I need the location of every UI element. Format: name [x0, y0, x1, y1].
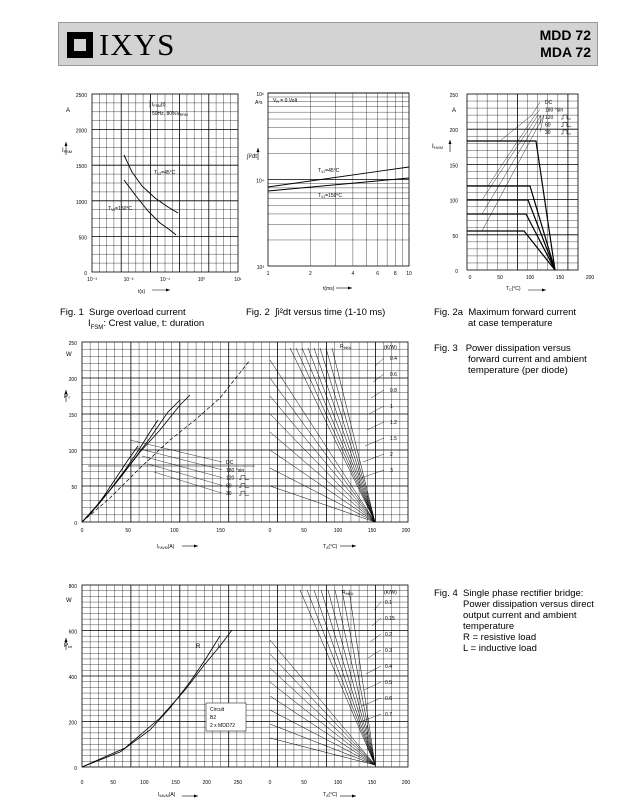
- fig1-ytick: 2000: [75, 128, 87, 135]
- fig1-legend-l2: 50Hz, $80\%V_{RRM}$: [152, 111, 188, 117]
- fig2a-ytick: 150: [449, 163, 458, 170]
- fig4-ytick: 600: [68, 629, 77, 636]
- fig4-xtick-right: 0: [268, 780, 272, 786]
- fig4-rth-line-a-0: [300, 590, 375, 765]
- arrow-head-icon: [65, 638, 68, 642]
- fig3-xtick-right: 150: [367, 528, 377, 534]
- fig2a-pulse-icon: [561, 123, 571, 127]
- fig2a-xtick: 100: [525, 275, 535, 281]
- fig1-curve-150: $T_{VJ}=150^\circ C$: [108, 206, 133, 212]
- fig3-ytick: 250: [68, 341, 77, 347]
- fig3-xtick-left: 0: [80, 528, 84, 534]
- fig2-caption-num: Fig. 2: [246, 307, 270, 318]
- fig3-legend-item: 30: [226, 491, 232, 498]
- fig2-ytick: 10⁴: [256, 178, 264, 185]
- fig1-xtick: 10¹: [234, 277, 242, 283]
- arrow-head-icon: [257, 148, 260, 152]
- fig4-rth-value: 0.1: [385, 600, 392, 606]
- fig4-circuit-l3: 2 x MDD72: [210, 723, 236, 729]
- fig1-unit: A: [66, 108, 71, 114]
- fig4-rth-value: 0.7: [385, 712, 392, 718]
- fig3-rth-value: 2: [390, 452, 393, 458]
- fig4-rth-value: 0.15: [385, 616, 395, 622]
- fig2a-caption-l2: at case temperature: [468, 318, 553, 329]
- fig2-xlabel: t(ms): [323, 286, 335, 292]
- fig4-xtick-right: 50: [301, 780, 307, 786]
- fig4-ytick: 800: [68, 584, 77, 590]
- fig3-xtick-left: 150: [216, 528, 225, 534]
- fig1-xtick: 10⁰: [197, 277, 206, 283]
- fig2a-legend-item: 30: [545, 130, 551, 136]
- fig4-caption-l5: R = resistive load: [463, 632, 537, 643]
- fig4-rth-value: 0.4: [385, 664, 392, 670]
- fig2-ylabel: ∫i²dt: [247, 154, 257, 160]
- fig4-caption-l6: L = inductive load: [463, 643, 537, 654]
- fig2a-legend-item: 120: [545, 115, 554, 121]
- fig2a-ticks: [449, 93, 595, 292]
- fig1-ylabel: IFSM: [62, 148, 73, 154]
- fig3-caption-l3: temperature (per diode): [468, 365, 568, 376]
- fig2-curve-45: $T_{VJ}=45^\circ C$: [318, 168, 340, 174]
- fig2a-ytick: 0: [455, 269, 458, 275]
- fig4-xtick-right: 100: [333, 780, 343, 786]
- fig4-rth-line-a-3: [321, 590, 375, 765]
- fig3-rth-leader: [369, 406, 384, 414]
- fig4-circuit-l2: B2: [210, 715, 217, 721]
- fig2-unit: A²s: [255, 100, 263, 106]
- fig2a-ytick: 250: [449, 93, 458, 99]
- fig2-xtick: 8: [393, 271, 397, 277]
- fig3-xtick-left: 50: [125, 528, 131, 534]
- plot-frame: [467, 94, 578, 270]
- fig2a-legend-leader: [532, 102, 540, 115]
- fig2a-legend: [532, 100, 571, 136]
- fig3-ytick: 100: [68, 449, 77, 455]
- arrow-head-icon: [65, 142, 68, 146]
- fig3-rth-value: 1: [390, 404, 393, 410]
- fig2-xtick: 10: [406, 271, 412, 277]
- fig1-caption: [60, 307, 204, 334]
- fig1-curve-45: $T_{VJ}=45^\circ C$: [154, 170, 176, 176]
- fig1-ytick: 1000: [75, 199, 87, 206]
- logo-text: IXYS: [99, 27, 176, 62]
- fig3-xlabel-left: $I_{FAVM}(A)$: [157, 544, 175, 550]
- fig1-caption-num: Fig. 1: [60, 307, 84, 318]
- fig1-xtick: 10⁻¹: [160, 277, 170, 283]
- fig2a-grid: [467, 94, 578, 270]
- fig3-xtick-left: 100: [170, 528, 179, 534]
- fig3-legend-item: 180 °sin: [226, 467, 245, 474]
- fig3-rth-leader: [363, 454, 384, 462]
- fig3-pulse-icon: [239, 476, 249, 480]
- fig4-ytick: 200: [68, 720, 77, 727]
- fig2a-legend-item: 180 °sin: [545, 107, 564, 114]
- fig4-unit: W: [66, 598, 72, 604]
- fig3-rth-value: 1.2: [390, 420, 397, 426]
- fig2-caption-text: ∫i²dt versus time (1-10 ms): [275, 307, 386, 318]
- model-1: MDD 72: [539, 27, 591, 43]
- fig3-rth-value: 1.5: [390, 436, 397, 442]
- fig3-rth-value: 0.8: [390, 388, 397, 394]
- fig2a-caption: [434, 307, 576, 329]
- fig2a-caption-num: Fig. 2a: [434, 307, 464, 318]
- fig1-xtick: 10⁻²: [123, 277, 134, 283]
- fig2a-ytick: 200: [449, 128, 458, 135]
- fig1-curve-45: [124, 155, 178, 213]
- fig4-curve-r: R: [196, 644, 201, 650]
- arrow-head-icon: [348, 287, 352, 290]
- arrow-head-icon: [352, 545, 356, 548]
- fig4-ytick: 0: [74, 766, 77, 772]
- fig3-caption: [434, 343, 587, 376]
- fig2a-xtick: 200: [585, 275, 595, 281]
- fig2-ytick: 10³: [256, 265, 264, 271]
- fig4-caption-num: Fig. 4: [434, 588, 458, 599]
- fig1-ytick: 1500: [75, 164, 87, 171]
- fig4-xtick-left: 200: [202, 780, 211, 786]
- fig4-ytick: 400: [68, 675, 77, 681]
- fig3-ytick: 150: [68, 413, 77, 419]
- fig2-condition: $V_R = 0$ Volt: [273, 98, 298, 104]
- fig2a-legend-item: DC: [545, 100, 553, 106]
- fig4-xtick-left: 250: [233, 780, 243, 786]
- fig3-rth-value: 0.4: [390, 356, 397, 362]
- fig3-rth-line-a-1: [296, 348, 375, 522]
- fig2a-ytick: 100: [449, 198, 458, 205]
- fig4-grid: [82, 585, 408, 767]
- fig3-legend-leader: [130, 440, 222, 462]
- fig3-ytick: 50: [71, 485, 77, 491]
- fig2-curve-150: [268, 178, 409, 191]
- fig1-caption-l2: $I_{FSM}$: Crest value, t: duration: [88, 318, 205, 331]
- fig3-rth-line-a-5: [320, 348, 375, 522]
- fig4-rth-value: 0.3: [385, 648, 392, 654]
- arrow-head-icon: [194, 545, 198, 548]
- fig3-xtick-right: 0: [268, 528, 272, 534]
- model-2: MDA 72: [540, 44, 591, 60]
- fig3-rth-value: 3: [390, 468, 393, 474]
- fig3-caption-l1: Power dissipation versus: [465, 343, 571, 354]
- fig3-rth-line-a-6: [326, 348, 375, 522]
- arrow-head-icon: [166, 289, 170, 292]
- fig2-xtick: 6: [376, 271, 380, 277]
- fig4-rth-line-a-2: [314, 590, 375, 765]
- fig2-caption: [246, 307, 385, 318]
- arrow-head-icon: [449, 140, 452, 144]
- fig4-xtick-left: 150: [171, 780, 180, 786]
- fig2a-xtick: 150: [555, 275, 565, 281]
- fig2a-xtick: 0: [468, 275, 472, 281]
- fig3-rth-leader: [371, 390, 384, 398]
- fig2a-legend-leader: [538, 115, 540, 117]
- fig4-rth-leader: [364, 682, 381, 690]
- fig2a-unit: A: [452, 108, 457, 114]
- fig1-ytick: 2500: [75, 93, 87, 99]
- fig4-circuit-l1: Circuit: [210, 707, 225, 713]
- fig2a-curve-0: [467, 141, 555, 270]
- fig3-ytick: 200: [68, 377, 77, 383]
- fig3-rth-leader: [365, 438, 384, 446]
- fig3-ytick: 0: [74, 521, 77, 527]
- fig2-ytick: 10⁵: [256, 92, 264, 98]
- fig1-grid: [92, 94, 238, 272]
- fig1-ytick: 0: [84, 271, 87, 277]
- fig4-curves: [82, 590, 381, 767]
- fig4-rth-value: 0.5: [385, 680, 392, 686]
- fig3-unit: W: [66, 352, 72, 358]
- fig1-caption-l1: Surge overload current: [89, 307, 186, 318]
- fig3-rth-line-a-3: [308, 348, 375, 522]
- fig4-rth-leader: [362, 698, 381, 706]
- fig3-rth-leader: [361, 470, 384, 478]
- fig2a-legend-item: 60: [545, 122, 551, 129]
- fig4-caption-l4: temperature: [463, 621, 515, 632]
- fig4-rth-value: 0.6: [385, 696, 392, 702]
- fig2a-xtick: 50: [497, 275, 503, 281]
- fig3-rth-unit: (K/W): [384, 345, 397, 351]
- fig1-xlabel: t(s): [138, 289, 146, 295]
- fig4-xtick-left: 100: [140, 780, 149, 786]
- fig4-caption-l1: Single phase rectifier bridge:: [463, 588, 584, 599]
- fig3-caption-l2: forward current and ambient: [468, 354, 587, 365]
- fig2-xtick: 4: [351, 271, 355, 277]
- fig3-legend-item: 60: [226, 483, 232, 490]
- fig3-curve-60: [82, 420, 158, 522]
- fig3-xtick-right: 50: [301, 528, 307, 534]
- fig2a-leader-0: [500, 115, 532, 141]
- fig2a-ytick: 50: [452, 233, 458, 240]
- fig4-caption: [434, 588, 594, 654]
- arrow-head-icon: [542, 289, 546, 292]
- fig2a-curve-1: [467, 186, 555, 270]
- fig3-rth-value: 0.6: [390, 372, 397, 378]
- fig2a-pulse-icon: [561, 115, 571, 119]
- fig3-curve-30: [82, 446, 138, 522]
- fig4-rth-value: 0.2: [385, 632, 392, 638]
- fig3-xlabel-right: $T_A(^\circ C)$: [323, 544, 338, 550]
- fig2a-xlabel: $T_C(^\circ C)$: [506, 286, 521, 292]
- fig4-xlabel-right: $T_A(^\circ C)$: [323, 792, 338, 798]
- fig1-curves: [124, 100, 178, 235]
- fig1-ticks: [65, 93, 242, 292]
- fig4-curve-r: [82, 636, 220, 767]
- fig1-ytick: 500: [78, 235, 87, 242]
- fig3-legend-item: 120: [226, 475, 235, 482]
- fig4-caption-l2: Power dissipation versus direct: [463, 599, 594, 610]
- fig4-rth-leader: [360, 714, 381, 722]
- fig3-xtick-right: 200: [401, 528, 411, 534]
- fig4-xtick-left: 0: [80, 780, 84, 786]
- fig3-pulse-icon: [239, 483, 249, 487]
- fig3-ylabel: PT: [64, 394, 71, 400]
- fig4-xtick-right: 150: [367, 780, 377, 786]
- fig4-curve-l: [82, 630, 232, 767]
- fig2a-pulse-icon: [561, 130, 571, 134]
- fig1-xtick: 10⁻³: [87, 277, 97, 283]
- fig4-xlabel-left: $I_{dAVM}(A)$: [158, 792, 176, 798]
- fig3-legend: [130, 440, 249, 497]
- fig3-caption-num: Fig. 3: [434, 343, 458, 354]
- fig4-rth-leader: [368, 650, 381, 658]
- fig4-rth-unit: (K/W): [384, 590, 397, 596]
- arrow-head-icon: [194, 795, 198, 798]
- fig3-legend-item: DC: [226, 460, 234, 466]
- fig2-xtick: 2: [309, 271, 312, 277]
- fig3-rth-list: [390, 356, 397, 474]
- fig3-curves: [82, 348, 384, 522]
- fig4-ylabel: Ptot: [64, 643, 72, 649]
- fig1-legend-l1: $I_{FSM}(t)$: [152, 102, 166, 108]
- fig4-ticks: [65, 584, 411, 798]
- arrow-head-icon: [352, 795, 356, 798]
- fig3-curve-dc: [82, 360, 250, 522]
- fig4-caption-l3: output current and ambient: [463, 610, 577, 621]
- fig2a-caption-l1: Maximum forward current: [468, 307, 577, 318]
- fig4-xtick-right: 200: [401, 780, 411, 786]
- fig2a-leader-1: [488, 115, 535, 186]
- fig3-xtick-right: 100: [333, 528, 343, 534]
- fig4-xtick-left: 50: [110, 780, 116, 786]
- fig2-xtick: 1: [266, 271, 270, 277]
- fig3-rth-label: $R_{thKA}$: [340, 344, 352, 350]
- fig2-curve-150: $T_{VJ}=150^\circ C$: [318, 193, 343, 199]
- fig4-rth-leader: [366, 666, 381, 674]
- fig4-rth-label: $R_{thKA}$: [342, 590, 354, 596]
- fig4-curve-l: L: [218, 644, 222, 650]
- fig2a-ylabel: IFAVM: [432, 144, 443, 150]
- fig2-ticks: [256, 92, 412, 290]
- fig3-rth-leader: [375, 358, 384, 366]
